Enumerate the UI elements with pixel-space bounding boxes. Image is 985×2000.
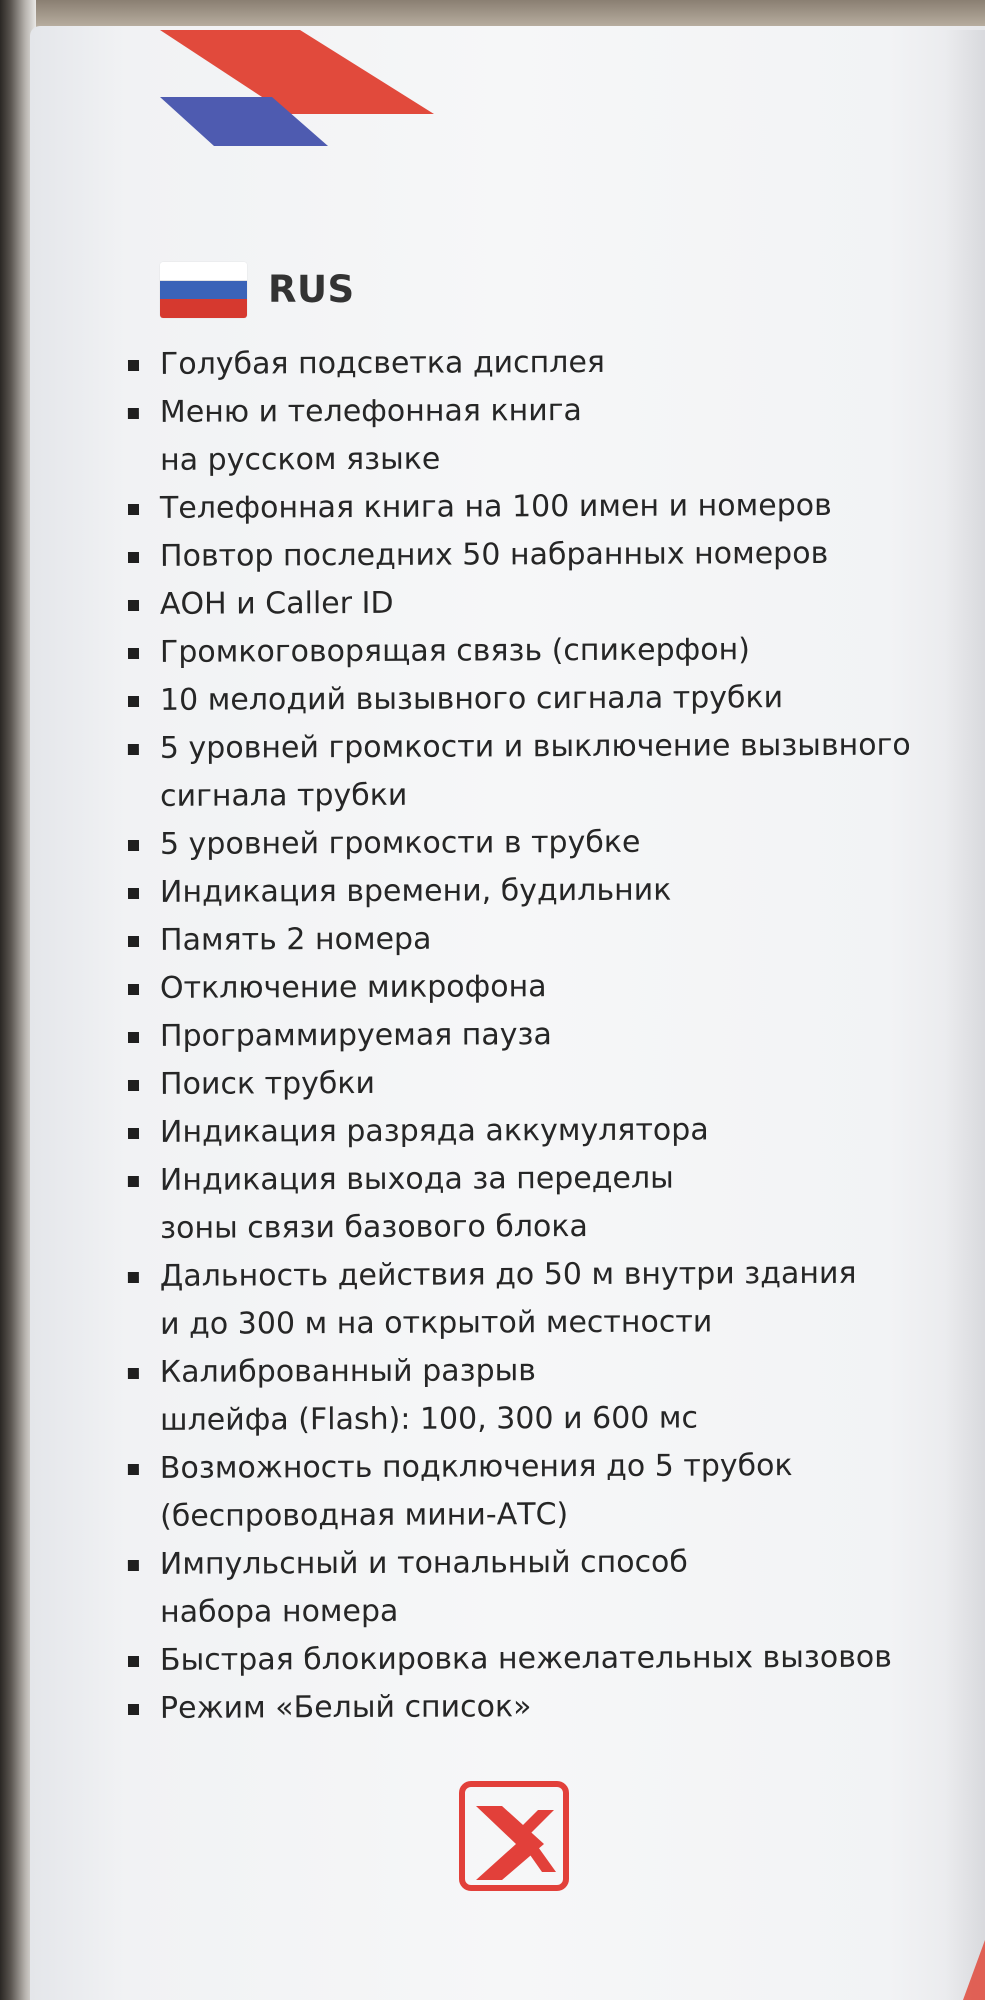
corner-red-mark [955,1910,985,2000]
brand-stripes-icon [160,30,440,155]
feature-item: Отключение микрофона [126,961,976,1013]
brand-x-logo-icon [458,1780,570,1892]
feature-item: Индикация разряда аккумулятора [126,1105,976,1157]
feature-item: Индикация выхода за переделы зоны связи базового блока [126,1153,976,1253]
feature-item: Память 2 номера [126,913,976,965]
language-label: RUS [268,268,355,311]
feature-item: Повтор последних 50 набранных номеров [126,529,976,581]
feature-item: Дальность действия до 50 м внутри здания и до 300 м на открытой местности [126,1249,976,1349]
feature-item: Возможность подключения до 5 трубок (беспроводная мини-АТС) [126,1441,976,1541]
feature-item: Режим «Белый список» [126,1681,976,1733]
feature-item: АОН и Caller ID [126,577,976,629]
feature-item: Поиск трубки [126,1057,976,1109]
feature-item: Калиброванный разрыв шлейфа (Flash): 100, 300 и 600 мс [126,1345,976,1445]
feature-item: Громкоговорящая связь (спикерфон) [126,625,976,677]
feature-item: Быстрая блокировка нежелательных вызовов [126,1633,976,1685]
feature-item: 10 мелодий вызывного сигнала трубки [126,673,976,725]
feature-item: Индикация времени, будильник [126,865,976,917]
feature-item: Меню и телефонная книга на русском языке [126,385,976,485]
feature-item: Программируемая пауза [126,1009,976,1061]
feature-item: 5 уровней громкости и выключение вызывного сигнала трубки [126,721,976,821]
feature-item: 5 уровней громкости в трубке [126,817,976,869]
russian-flag-icon [160,262,247,318]
feature-list [126,341,976,1733]
feature-item: Телефонная книга на 100 имен и номеров [126,481,976,533]
feature-item: Импульсный и тональный способ набора номера [126,1537,976,1637]
feature-item: Голубая подсветка дисплея [126,337,976,389]
